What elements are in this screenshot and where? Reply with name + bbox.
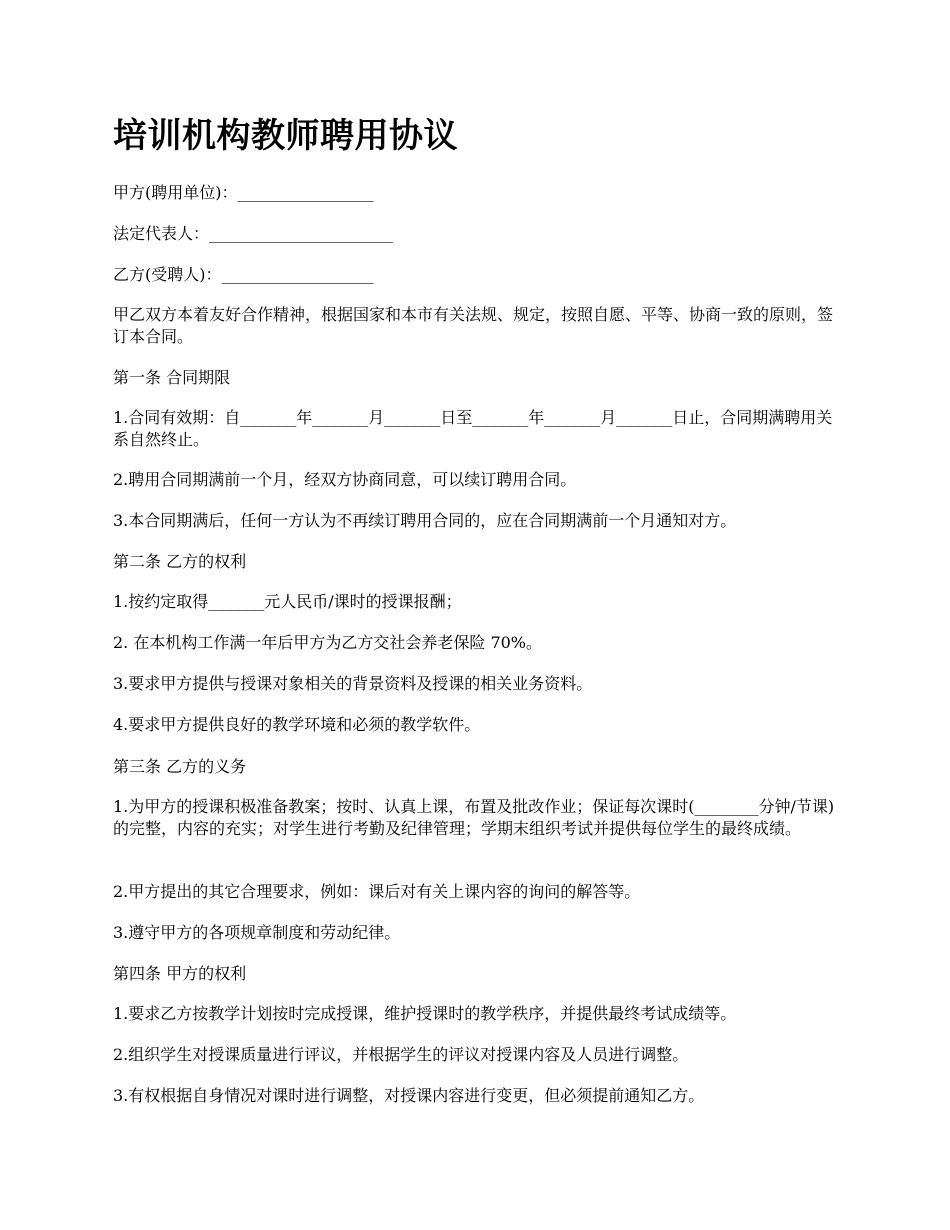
preamble-paragraph: 甲乙双方本着友好合作精神，根据国家和本市有关法规、规定，按照自愿、平等、协商一致的原则，签订本合同。 — [113, 305, 834, 346]
article-2-heading: 第二条 乙方的权利 — [113, 552, 247, 571]
article-3-clause-1: 1.为甲方的授课积极准备教案；按时、认真上课，布置及批改作业；保证每次课时(________分钟/节课)的完整，内容的充实；对学生进行考勤及纪律管理；学期末组织考试并提供每位学生的最终成绩。 — [113, 797, 835, 838]
article-2-clause-1: 1.按约定取得_______元人民币/课时的授课报酬； — [113, 592, 462, 611]
article-3-clause-3: 3.遵守甲方的各项规章制度和劳动纪律。 — [113, 923, 401, 942]
article-4-clause-2: 2.组织学生对授课质量进行评议，并根据学生的评议对授课内容及人员进行调整。 — [113, 1045, 689, 1064]
party-a-line: 甲方(聘用单位)：_________________ — [113, 183, 374, 202]
article-1-clause-2: 2.聘用合同期满前一个月，经双方协商同意，可以续订聘用合同。 — [113, 470, 577, 489]
party-b-line: 乙方(受聘人)：___________________ — [113, 265, 374, 284]
document-title: 培训机构教师聘用协议 — [113, 116, 458, 156]
article-1-clause-3: 3.本合同期满后，任何一方认为不再续订聘用合同的，应在合同期满前一个月通知对方。 — [113, 511, 737, 530]
article-1-clause-1: 1.合同有效期：自_______年_______月_______日至_______年_______月_______日止，合同期满聘用关系自然终止。 — [113, 408, 833, 449]
legal-representative-line: 法定代表人：_______________________ — [113, 224, 394, 243]
article-2-clause-3: 3.要求甲方提供与授课对象相关的背景资料及授课的相关业务资料。 — [113, 674, 593, 693]
article-1-heading: 第一条 合同期限 — [113, 368, 231, 387]
article-4-clause-3: 3.有权根据自身情况对课时进行调整，对授课内容进行变更，但必须提前通知乙方。 — [113, 1086, 705, 1105]
article-3-clause-2: 2.甲方提出的其它合理要求，例如：课后对有关上课内容的询问的解答等。 — [113, 882, 641, 901]
article-4-clause-1: 1.要求乙方按教学计划按时完成授课，维护授课时的教学秩序，并提供最终考试成绩等。 — [113, 1004, 737, 1023]
article-2-clause-4: 4.要求甲方提供良好的教学环境和必须的教学软件。 — [113, 715, 481, 734]
article-2-clause-2: 2. 在本机构工作满一年后甲方为乙方交社会养老保险 70%。 — [113, 633, 543, 652]
article-3-heading: 第三条 乙方的义务 — [113, 757, 247, 776]
article-4-heading: 第四条 甲方的权利 — [113, 964, 247, 983]
